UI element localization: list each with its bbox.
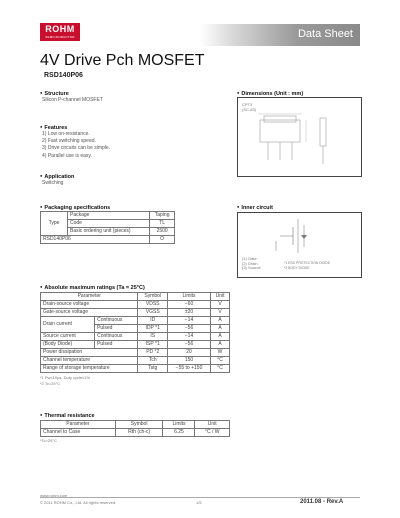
param-cell: Drain-source voltage xyxy=(41,301,138,309)
pin-source: (3) Source xyxy=(242,265,261,270)
table-row xyxy=(41,365,230,373)
dimensions-box xyxy=(237,97,362,177)
features-heading: ● Features xyxy=(40,124,67,131)
structure-heading: ● Structure xyxy=(40,90,69,97)
sub-param-cell: Pulsed xyxy=(95,325,138,333)
limit-cell: −14 xyxy=(167,317,210,325)
limit-cell: −56 xyxy=(167,325,210,333)
unit-cell: V xyxy=(211,301,230,309)
package-value: Taping xyxy=(150,212,175,220)
revision-label: 2011.08 - Rev.A xyxy=(300,499,344,505)
param-cell: Power dissipation xyxy=(41,349,138,357)
col-symbol: Symbol xyxy=(138,293,167,301)
symbol-cell: Tch xyxy=(138,357,167,365)
feature-item: 2) Fast switching speed. xyxy=(42,138,96,145)
limit-cell: ±20 xyxy=(167,309,210,317)
footer-website[interactable]: www.rohm.com xyxy=(40,493,68,498)
note-pulse: *1 Pw≤10μs, Duty cycle≤1% xyxy=(40,375,91,380)
table-row xyxy=(41,429,230,437)
logo-text: ROHM xyxy=(45,24,75,34)
symbol-cell: PD *2 xyxy=(138,349,167,357)
table-row xyxy=(41,317,230,325)
logo-subtext: SEMICONDUCTOR xyxy=(45,35,75,39)
inner-circuit-heading: ● Inner circuit xyxy=(237,204,273,211)
thermal-note: *Tc=25°C xyxy=(40,438,57,443)
param-cell: (Body Diode) xyxy=(41,341,95,349)
thermal-heading: ● Thermal resistance xyxy=(40,412,95,419)
col-parameter: Parameter xyxy=(41,293,138,301)
footer-divider xyxy=(40,497,360,498)
col-unit: Unit xyxy=(195,421,230,429)
feature-item: 3) Drive circuits can be simple. xyxy=(42,145,111,152)
sub-param-cell: Pulsed xyxy=(95,341,138,349)
table-row xyxy=(41,349,230,357)
limit-cell: −14 xyxy=(167,333,210,341)
footer-copyright: © 2011 ROHM Co., Ltd. All rights reserved. xyxy=(40,500,117,505)
limit-cell: 20 xyxy=(167,349,210,357)
type-label: Type xyxy=(41,212,68,236)
param-cell: Channel to Case xyxy=(41,429,116,437)
limit-cell: −56 xyxy=(167,341,210,349)
abs-max-table xyxy=(40,292,230,373)
unit-cell: W xyxy=(211,349,230,357)
param-cell: Channel temperature xyxy=(41,357,138,365)
diode-legend xyxy=(284,261,330,270)
ordering-unit-label: Basic ordering unit (pieces) xyxy=(68,228,150,236)
param-cell: Drain current xyxy=(41,317,95,333)
code-value: TL xyxy=(150,220,175,228)
part-row-value: O xyxy=(150,236,175,244)
feature-item: 4) Parallel use is easy. xyxy=(42,152,92,159)
limit-cell: 150 xyxy=(167,357,210,365)
symbol-cell: IS xyxy=(138,333,167,341)
note-tc: *2 Tc=25°C xyxy=(40,381,61,386)
unit-cell: V xyxy=(211,309,230,317)
symbol-cell: ID xyxy=(138,317,167,325)
application-text: Switching xyxy=(42,180,64,186)
col-limits: Limits xyxy=(163,421,195,429)
col-parameter: Parameter xyxy=(41,421,116,429)
thermal-table xyxy=(40,420,230,437)
feature-item: 1) Low on-resistance. xyxy=(42,131,90,137)
unit-cell: A xyxy=(211,325,230,333)
param-cell: Gate-source voltage xyxy=(41,309,138,317)
package-label: Package xyxy=(68,212,150,220)
table-row xyxy=(41,341,230,349)
pin-drain: (2) Drain xyxy=(242,260,258,266)
table-row xyxy=(41,309,230,317)
esd-diode-note: *1 ESD PROTECTION DIODE xyxy=(284,261,330,265)
unit-cell: °C / W xyxy=(195,429,230,437)
structure-text: Silicon P-channel MOSFET xyxy=(42,97,103,103)
unit-cell: °C xyxy=(211,357,230,365)
unit-cell: A xyxy=(211,317,230,325)
param-cell: Source current xyxy=(41,333,95,341)
page-number: 1/5 xyxy=(196,500,202,505)
limit-cell: −55 to +150 xyxy=(167,365,210,373)
dimensions-heading: ● Dimensions (Unit : mm) xyxy=(237,90,303,97)
unit-cell: °C xyxy=(211,365,230,373)
packaging-table xyxy=(40,211,175,244)
symbol-cell: ISP *1 xyxy=(138,341,167,349)
table-row xyxy=(41,333,230,341)
package-outline-drawing xyxy=(238,98,361,176)
symbol-cell: Tstg xyxy=(138,365,167,373)
symbol-cell: IDP *1 xyxy=(138,325,167,333)
package-sub: (SC-63) xyxy=(242,107,257,112)
pin-legend xyxy=(242,257,261,271)
body-diode-note: *2 BODY DIODE xyxy=(284,265,310,270)
part-row-label: RSD140P06 xyxy=(41,236,150,244)
sub-param-cell: Continuous xyxy=(95,333,138,341)
packaging-heading: ● Packaging specifications xyxy=(40,204,110,211)
col-unit: Unit xyxy=(211,293,230,301)
abs-max-notes xyxy=(40,375,90,387)
symbol-cell: Rth (ch-c) xyxy=(115,429,163,437)
sub-param-cell: Continuous xyxy=(95,317,138,325)
table-row xyxy=(41,357,230,365)
inner-circuit-box xyxy=(237,212,362,278)
page-title: 4V Drive Pch MOSFET xyxy=(40,52,205,69)
abs-max-heading: ● Absolute maximum ratings (Ta = 25°C) xyxy=(40,284,145,291)
code-label: Code xyxy=(68,220,150,228)
unit-cell: A xyxy=(211,333,230,341)
symbol-cell: VDSS xyxy=(138,301,167,309)
col-symbol: Symbol xyxy=(115,421,163,429)
unit-cell: A xyxy=(211,341,230,349)
rohm-logo xyxy=(40,23,80,41)
ordering-unit-value: 2500 xyxy=(150,228,175,236)
application-heading: ● Application xyxy=(40,173,74,180)
pin-gate: (1) Gate xyxy=(242,256,257,261)
param-cell: Range of storage temperature xyxy=(41,365,138,373)
limit-cell: −60 xyxy=(167,301,210,309)
symbol-cell: VGSS xyxy=(138,309,167,317)
banner-label: Data Sheet xyxy=(297,28,353,40)
part-number: RSD140P06 xyxy=(44,72,83,79)
col-limits: Limits xyxy=(167,293,210,301)
features-list xyxy=(42,131,110,160)
package-name: CPT3 xyxy=(242,102,253,107)
limit-cell: 6.25 xyxy=(163,429,195,437)
datasheet-banner xyxy=(200,24,360,46)
table-row xyxy=(41,301,230,309)
